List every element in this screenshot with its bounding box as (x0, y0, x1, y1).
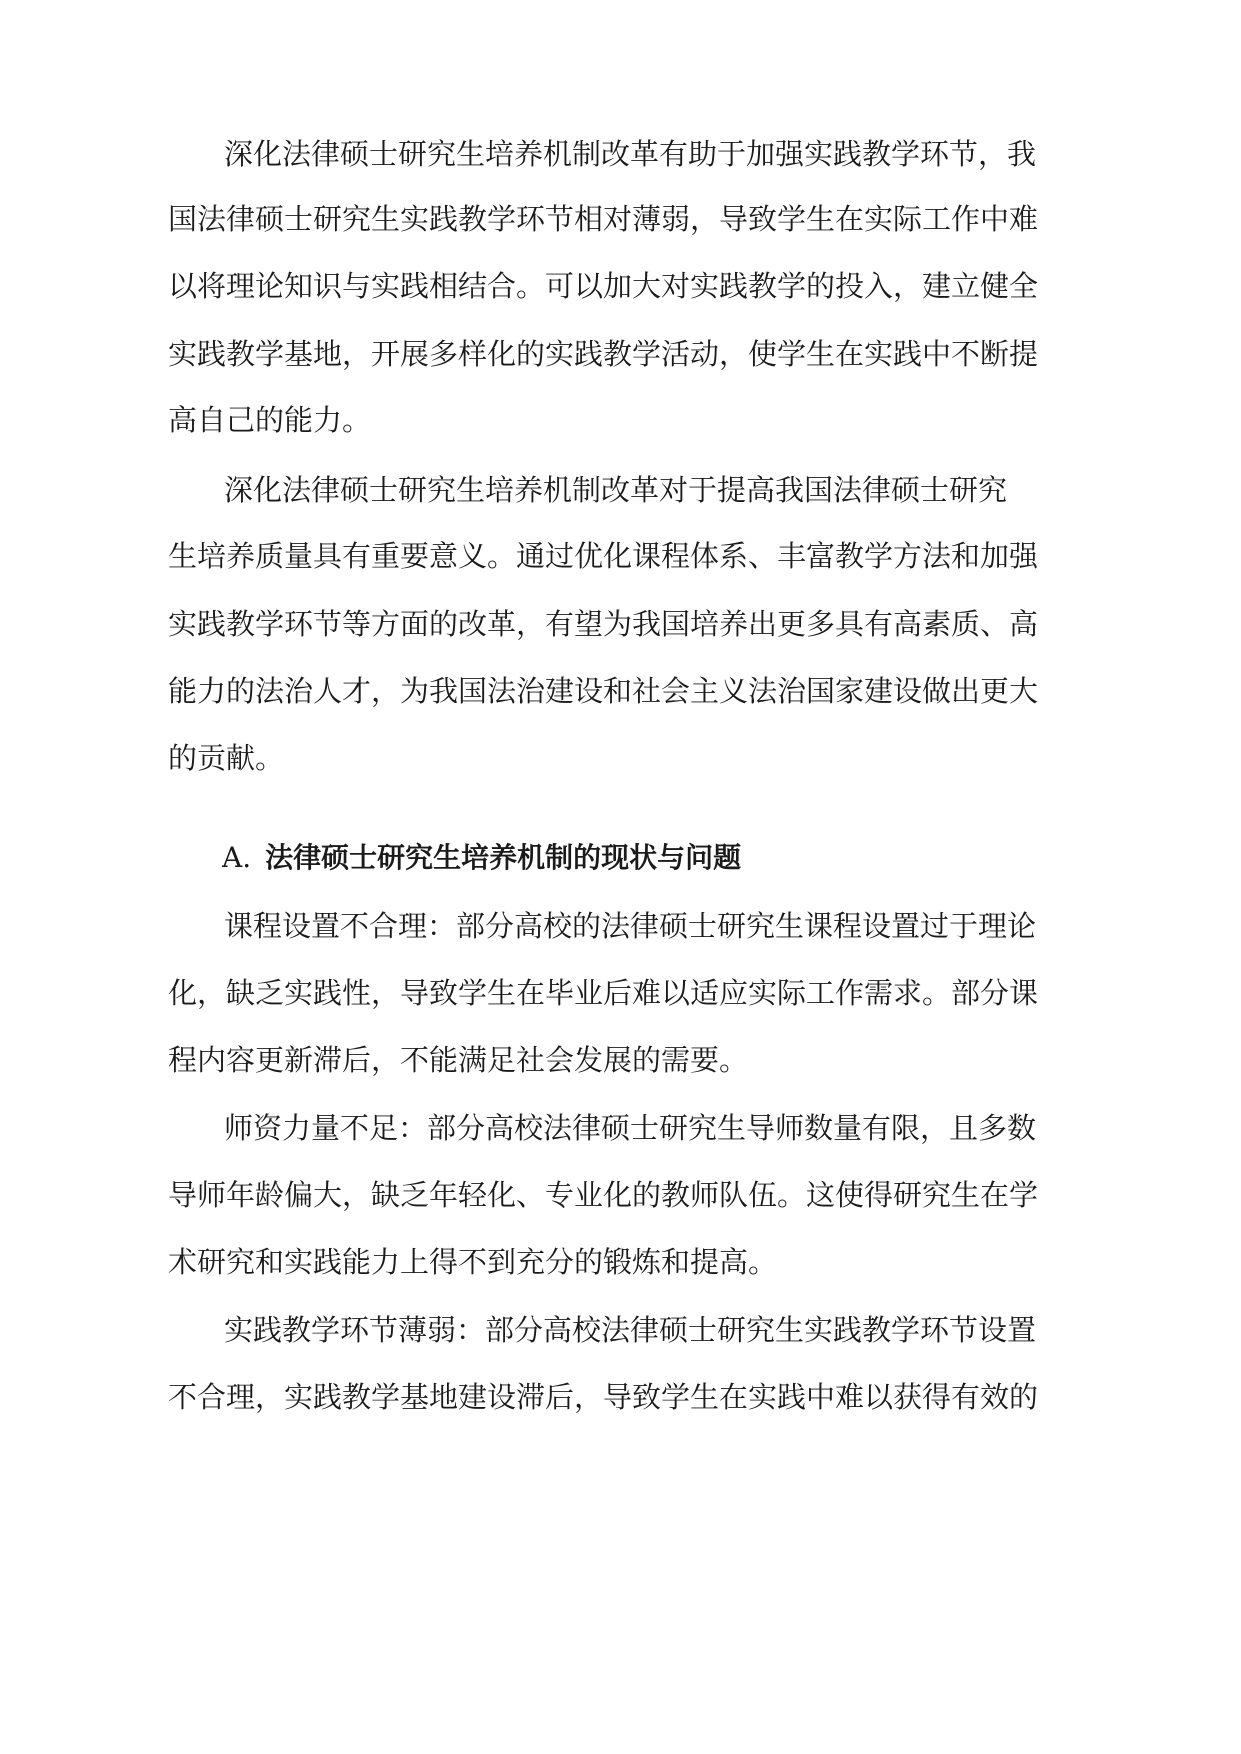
paragraph-1-line-3: 以将理论知识与实践相结合。可以加大对实践教学的投入，建立健全 (168, 269, 1039, 303)
paragraph-2-line-4: 能力的法治人才，为我国法治建设和社会主义法治国家建设做出更大 (168, 674, 1039, 708)
paragraph-2-line-1: 深化法律硕士研究生培养机制改革对于提高我国法律硕士研究 (224, 473, 1008, 507)
paragraph-2-line-3: 实践教学环节等方面的改革，有望为我国培养出更多具有高素质、高 (168, 607, 1039, 641)
problem-3-line-2: 不合理，实践教学基地建设滞后，导致学生在实践中难以获得有效的 (168, 1380, 1039, 1414)
section-title: 法律硕士研究生培养机制的现状与问题 (265, 841, 742, 874)
section-heading (222, 838, 741, 878)
problem-2-line-2: 导师年龄偏大，缺乏年轻化、专业化的教师队伍。这使得研究生在学 (168, 1178, 1039, 1212)
paragraph-2-line-5: 的贡献。 (168, 741, 285, 775)
problem-1-line-1: 课程设置不合理：部分高校的法律硕士研究生课程设置过于理论 (224, 909, 1037, 943)
paragraph-1-line-5: 高自己的能力。 (168, 403, 372, 437)
problem-1-line-2: 化，缺乏实践性，导致学生在毕业后难以适应实际工作需求。部分课 (168, 976, 1039, 1010)
section-label: A. (222, 841, 252, 874)
paragraph-1-line-4: 实践教学基地，开展多样化的实践教学活动，使学生在实践中不断提 (168, 337, 1039, 371)
paragraph-2-line-2: 生培养质量具有重要意义。通过优化课程体系、丰富教学方法和加强 (168, 539, 1039, 573)
paragraph-1-line-1: 深化法律硕士研究生培养机制改革有助于加强实践教学环节，我 (224, 137, 1037, 171)
paragraph-1-line-2: 国法律硕士研究生实践教学环节相对薄弱，导致学生在实际工作中难 (168, 202, 1039, 236)
problem-2-line-3: 术研究和实践能力上得不到充分的锻炼和提高。 (168, 1245, 778, 1279)
problem-3-line-1: 实践教学环节薄弱：部分高校法律硕士研究生实践教学环节设置 (224, 1313, 1037, 1347)
problem-2-line-1: 师资力量不足：部分高校法律硕士研究生导师数量有限，且多数 (224, 1111, 1037, 1145)
problem-1-line-3: 程内容更新滞后，不能满足社会发展的需要。 (168, 1043, 749, 1077)
